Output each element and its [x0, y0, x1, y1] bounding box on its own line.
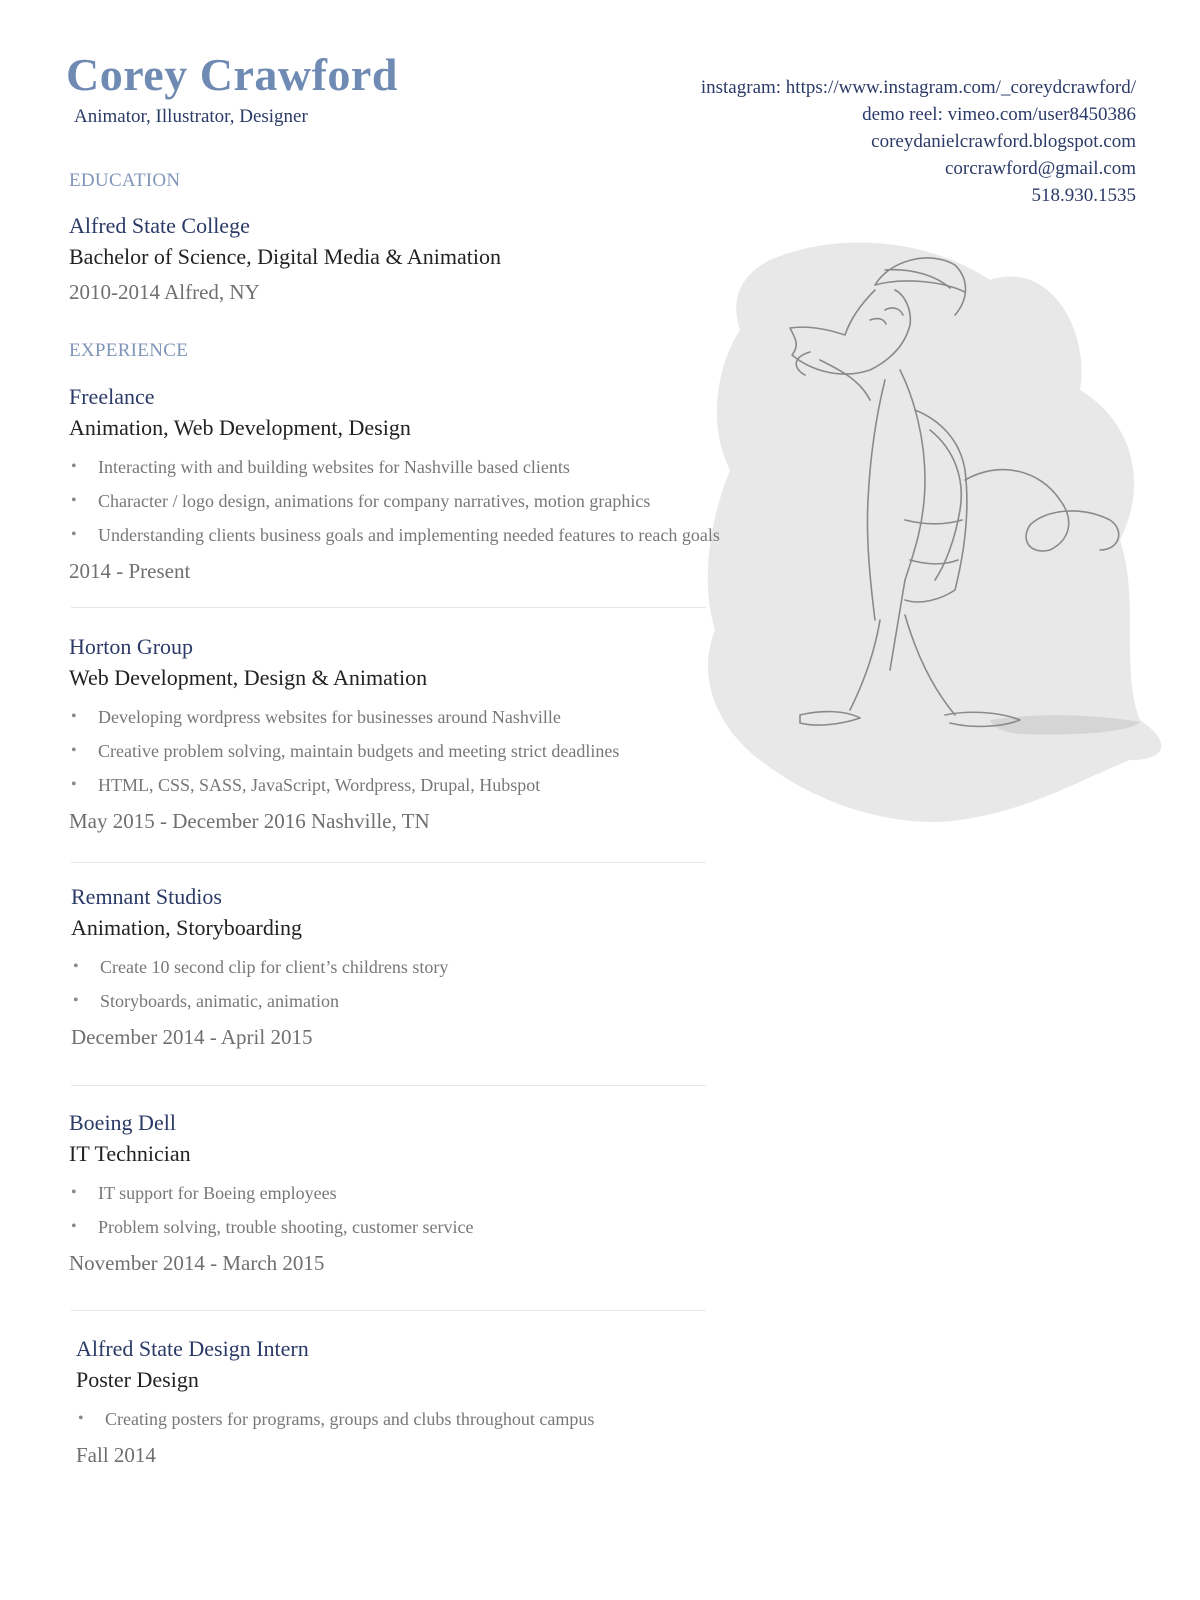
contact-demo-reel[interactable]: demo reel: vimeo.com/user8450386	[862, 104, 1136, 125]
job-bullets	[69, 700, 809, 802]
education-school: Alfred State College	[69, 213, 250, 238]
section-divider	[71, 1310, 706, 1311]
job-entry-boeing-dell	[69, 1108, 809, 1278]
contact-block	[701, 74, 1136, 209]
job-role: Animation, Storyboarding	[71, 915, 302, 940]
section-divider	[71, 607, 706, 608]
job-role: Web Development, Design & Animation	[69, 665, 428, 690]
contact-phone: 518.930.1535	[1031, 185, 1136, 206]
job-entry-horton-group	[69, 632, 809, 836]
section-divider	[71, 862, 706, 863]
job-bullet: • Storyboards, animatic, animation	[71, 984, 811, 1018]
job-entry-freelance	[69, 382, 809, 586]
contact-instagram[interactable]: instagram: https://www.instagram.com/_coreydcrawford/	[700, 77, 1136, 98]
job-bullets	[69, 1176, 809, 1244]
job-entry-alfred-state-intern	[76, 1334, 816, 1470]
section-divider	[71, 1085, 706, 1086]
job-org: Freelance	[69, 384, 155, 409]
job-bullets	[71, 950, 811, 1018]
job-bullet: • Create 10 second clip for client’s childrens story	[71, 950, 811, 984]
education-degree: Bachelor of Science, Digital Media & Animation	[69, 244, 501, 269]
job-dates: November 2014 - March 2015	[69, 1251, 325, 1275]
job-bullet: • Creative problem solving, maintain budgets and meeting strict deadlines	[69, 734, 809, 768]
job-dates: December 2014 - April 2015	[71, 1025, 313, 1049]
experience-heading: EXPERIENCE	[69, 340, 189, 361]
job-bullet: • HTML, CSS, SASS, JavaScript, Wordpress, Drupal, Hubspot	[69, 768, 809, 802]
job-bullet: • IT support for Boeing employees	[69, 1176, 809, 1210]
job-dates: 2014 - Present	[69, 559, 191, 583]
job-org: Boeing Dell	[69, 1110, 176, 1135]
job-bullet: • Character / logo design, animations for company narratives, motion graphics	[69, 484, 809, 518]
job-bullet: • Interacting with and building websites for Nashville based clients	[69, 450, 809, 484]
job-bullet: • Problem solving, trouble shooting, customer service	[69, 1210, 809, 1244]
job-org: Remnant Studios	[71, 884, 222, 909]
job-org: Horton Group	[69, 634, 194, 659]
job-bullets	[76, 1402, 816, 1436]
job-bullet: • Creating posters for programs, groups and clubs throughout campus	[76, 1402, 816, 1436]
job-role: Animation, Web Development, Design	[69, 415, 411, 440]
job-role: IT Technician	[69, 1141, 191, 1166]
education-entry	[69, 211, 809, 307]
job-bullet: • Understanding clients business goals and implementing needed features to reach goals	[69, 518, 809, 552]
job-bullets	[69, 450, 809, 552]
education-heading: EDUCATION	[69, 170, 181, 191]
job-entry-remnant-studios	[71, 882, 811, 1052]
job-role: Poster Design	[76, 1367, 199, 1392]
job-dates: May 2015 - December 2016 Nashville, TN	[69, 809, 430, 833]
job-dates: Fall 2014	[76, 1443, 156, 1467]
contact-blog[interactable]: coreydanielcrawford.blogspot.com	[871, 131, 1136, 152]
resume-name: Corey Crawford	[66, 49, 398, 100]
job-org: Alfred State Design Intern	[76, 1336, 309, 1361]
job-bullet: • Developing wordpress websites for businesses around Nashville	[69, 700, 809, 734]
contact-email[interactable]: corcrawford@gmail.com	[944, 158, 1136, 179]
resume-tagline: Animator, Illustrator, Designer	[74, 106, 308, 127]
education-dates: 2010-2014 Alfred, NY	[69, 280, 260, 304]
